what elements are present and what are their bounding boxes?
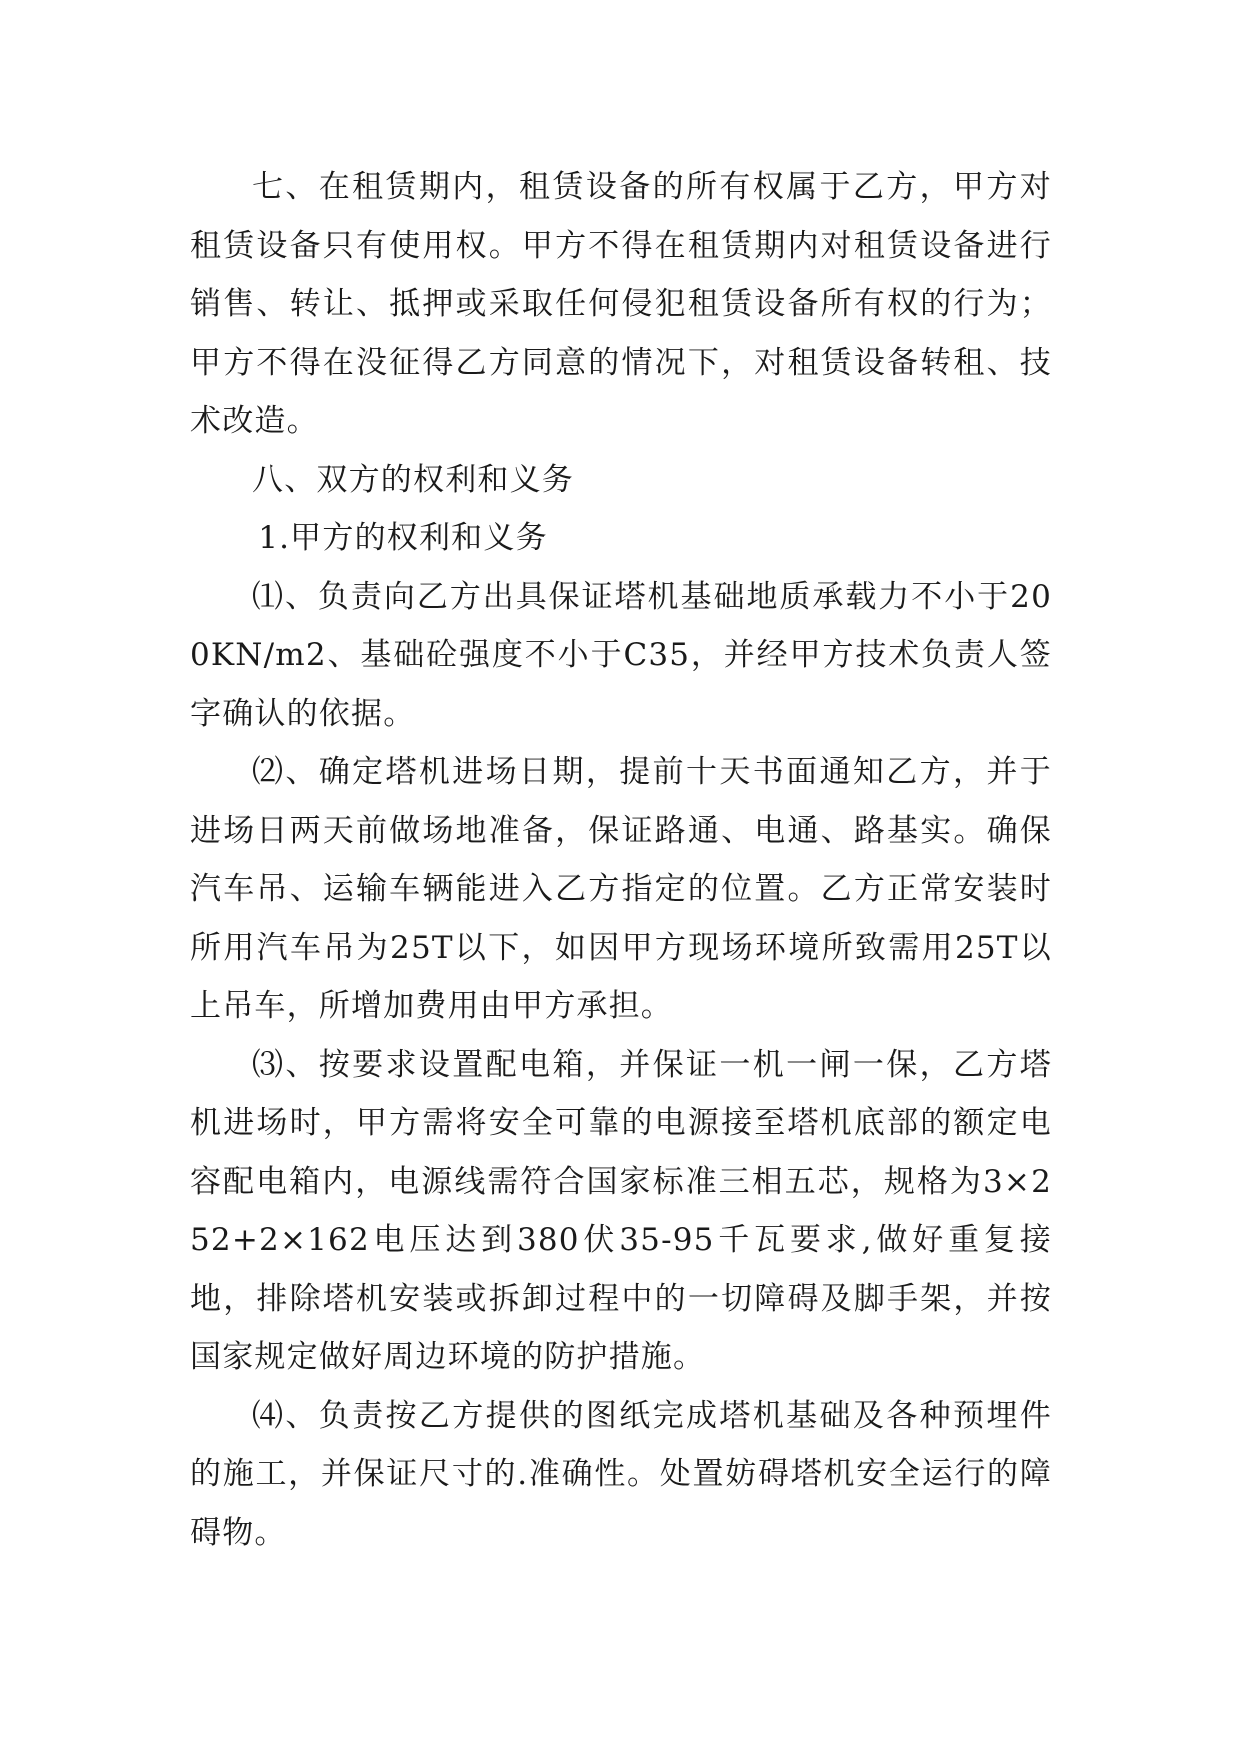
clause-7-paragraph: 七、在租赁期内，租赁设备的所有权属于乙方，甲方对租赁设备只有使用权。甲方不得在租赁期内对租赁设备进行销售、转让、抵押或采取任何侵犯租赁设备所有权的行为；甲方不得在没征得乙方同意的情况下，对租赁设备转租、技术改造。	[190, 169, 1052, 439]
clause-8-heading: 八、双方的权利和义务	[252, 461, 574, 498]
item-4-paragraph: ⑷、负责按乙方提供的图纸完成塔机基础及各种预埋件的施工，并保证尺寸的.准确性。处置妨碍塔机安全运行的障碍物。	[190, 1397, 1052, 1551]
item-1-paragraph: ⑴、负责向乙方出具保证塔机基础地质承载力不小于200KN/m2、基础砼强度不小于C35，并经甲方技术负责人签字确认的依据。	[190, 578, 1052, 732]
item-2-paragraph: ⑵、确定塔机进场日期，提前十天书面通知乙方，并于进场日两天前做场地准备，保证路通、电通、路基实。确保汽车吊、运输车辆能进入乙方指定的位置。乙方正常安装时所用汽车吊为25T以下，如因甲方现场环境所致需用25T以上吊车，所增加费用由甲方承担。	[190, 754, 1052, 1024]
clause-8-1-heading: 1.甲方的权利和义务	[258, 520, 548, 556]
item-3-paragraph: ⑶、按要求设置配电箱，并保证一机一闸一保，乙方塔机进场时，甲方需将安全可靠的电源接至塔机底部的额定电容配电箱内，电源线需符合国家标准三相五芯，规格为3×252+2×162电压达到380伏35-95千瓦要求,做好重复接地，排除塔机安装或拆卸过程中的一切障碍及脚手架，并按国家规定做好周边环境的防护措施。	[190, 1046, 1052, 1375]
document-body	[190, 158, 1052, 1562]
